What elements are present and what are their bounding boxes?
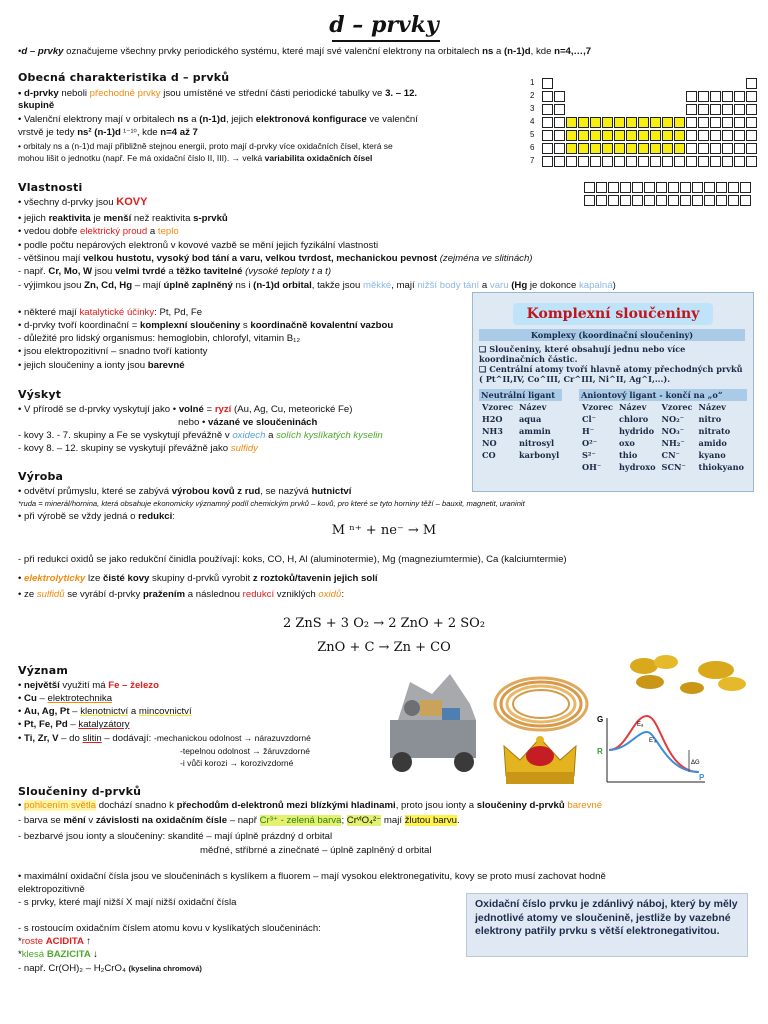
period-number: 4	[530, 117, 535, 126]
periodic-cell	[632, 182, 643, 193]
sl-line-6: elektropozitivně	[18, 884, 85, 895]
periodic-cell	[650, 117, 661, 128]
vy-line-3: - kovy 3. - 7. skupiny a Fe se vyskytují převážně v oxidech a solích kyslíkatých kyselin	[18, 430, 383, 441]
periodic-cell	[698, 130, 709, 141]
svg-text:Eₐ: Eₐ	[637, 722, 644, 728]
catalysis-graph	[593, 710, 713, 790]
table-row: CO karbonyl	[482, 450, 560, 460]
vl-line-9: • d-prvky tvoří koordinační = komplexní sloučeniny s koordinačně kovalentní vazbou	[18, 320, 394, 331]
periodic-cell	[722, 143, 733, 154]
periodic-cell	[602, 156, 613, 167]
vz-line-1: • největší využití má Fe – železo	[18, 680, 159, 691]
equation-reduction: M ⁿ⁺ + ne⁻ → M	[331, 523, 437, 538]
heading-slouceniny: Sloučeniny d-prvků	[18, 785, 142, 798]
periodic-cell	[620, 182, 631, 193]
periodic-cell	[728, 195, 739, 206]
periodic-cell	[554, 156, 565, 167]
vl-line-10: - důležité pro lidský organismus: hemoglobin, chlorofyl, vitamin B₁₂	[18, 333, 301, 344]
periodic-cell	[578, 130, 589, 141]
periodic-cell	[686, 104, 697, 115]
periodic-cell	[686, 130, 697, 141]
periodic-cell	[698, 156, 709, 167]
periodic-cell	[662, 143, 673, 154]
periodic-cell	[542, 156, 553, 167]
vz-line-3: • Au, Ag, Pt – klenotnictví a mincovnictví	[18, 706, 192, 717]
crown-image	[500, 732, 580, 790]
char-line-2: skupině	[18, 100, 55, 111]
table-row: NH3 ammin	[482, 426, 551, 436]
periodic-cell	[710, 117, 721, 128]
periodic-cell	[674, 130, 685, 141]
vl-line-7: - výjimkou jsou Zn, Cd, Hg – mají úplně zaplněný ns i (n-1)d orbital, takže jsou měkké, mají nižší body tání a varu (Hg je dokonce kapalná)	[18, 280, 616, 291]
periodic-cell	[590, 130, 601, 141]
periodic-cell	[542, 91, 553, 102]
periodic-cell	[608, 195, 619, 206]
sl-line-11: - např. Cr(OH)₂ – H₂CrO₄ (kyselina chromová)	[18, 963, 202, 974]
periodic-cell	[626, 130, 637, 141]
periodic-cell	[614, 130, 625, 141]
vr-line-6: • ze sulfidů se vyrábí d-prvky pražením a následnou redukcí vzniklých oxidů:	[18, 589, 344, 600]
period-number: 7	[530, 156, 535, 165]
periodic-cell	[686, 143, 697, 154]
sl-line-8: - s rostoucím oxidačním číslem atomu kovu v kyslíkatých sloučeninách:	[18, 923, 321, 934]
periodic-table-f-block	[584, 182, 754, 212]
vz-line-7: -i vůči korozi → korozivzdorné	[180, 758, 294, 768]
svg-text:E'ₐ: E'ₐ	[649, 738, 657, 744]
period-number: 3	[530, 104, 535, 113]
periodic-cell	[554, 130, 565, 141]
complex-title: Komplexní sloučeniny	[513, 303, 713, 325]
period-number: 2	[530, 91, 535, 100]
neutral-ligand-header: Neutrální ligant	[479, 389, 562, 401]
periodic-cell	[746, 130, 757, 141]
vr-line-2: *ruda = minerál/hornina, která obsahuje ekonomicky významný podíl chemickým prvků – kovů, pro které se tyto horniny těží – bauxit, magnetit, uraninit	[18, 499, 525, 508]
periodic-cell	[746, 156, 757, 167]
periodic-cell	[626, 143, 637, 154]
periodic-cell	[602, 130, 613, 141]
periodic-cell	[662, 117, 673, 128]
char-line-1: • d-prvky neboli přechodné prvky jsou umístěné ve střední části periodické tabulky ve 3. – 12.	[18, 88, 418, 99]
vl-line-6: - např. Cr, Mo, W jsou velmi tvrdé a těžko tavitelné (vysoké teploty t a t)	[18, 266, 332, 277]
vr-line-5: • elektrolyticky lze čisté kovy skupiny d-prvků vyrobit z roztoků/tavenin jejich solí	[18, 573, 378, 584]
table-row: O²⁻ oxo NH₂⁻ amido	[582, 438, 727, 448]
periodic-cell	[710, 104, 721, 115]
sl-line-1: • pohlcením světla dochází snadno k přechodům d-elektronů mezi blízkými hladinami, proto jsou ionty a sloučeniny d-prvků barevné	[18, 800, 603, 811]
periodic-cell	[734, 156, 745, 167]
periodic-cell	[614, 156, 625, 167]
periodic-cell	[746, 104, 757, 115]
sl-line-4: měďné, stříbrné a zinečnaté – úplně zaplněný d orbital	[200, 845, 432, 856]
period-number: 6	[530, 143, 535, 152]
sl-line-5: • maximální oxidační čísla jsou ve sloučeninách s kyslíkem a fluorem – mají vysokou elektronegativitu, kovy se proto musí zachovat hodně	[18, 871, 606, 882]
heading-charakteristika: Obecná charakteristika d – prvků	[18, 71, 230, 84]
char-line-4: vrstvě je tedy ns² (n-1)d ¹⁻¹⁰, kde n=4 až 7	[18, 127, 198, 138]
periodic-table-sketch	[528, 78, 758, 170]
periodic-cell	[656, 182, 667, 193]
char-line-5: • orbitaly ns a (n-1)d mají přibližně stejnou energii, proto mají d-prvky více oxidačních čísel, která se	[18, 141, 393, 151]
periodic-cell	[584, 195, 595, 206]
periodic-cell	[698, 117, 709, 128]
periodic-cell	[542, 143, 553, 154]
periodic-cell	[578, 117, 589, 128]
periodic-cell	[578, 143, 589, 154]
periodic-cell	[740, 182, 751, 193]
periodic-cell	[632, 195, 643, 206]
periodic-cell	[740, 195, 751, 206]
sl-line-10: *klesá BAZICITA ↓	[18, 949, 98, 960]
periodic-cell	[734, 104, 745, 115]
anion-ligand-header: Aniontový ligant - končí na „o“	[579, 389, 747, 401]
periodic-cell	[692, 182, 703, 193]
periodic-cell	[566, 130, 577, 141]
periodic-cell	[668, 182, 679, 193]
periodic-cell	[722, 104, 733, 115]
periodic-cell	[734, 130, 745, 141]
periodic-cell	[662, 156, 673, 167]
vy-line-2: nebo • vázané ve sloučeninách	[178, 417, 318, 428]
table-row: NO nitrosyl	[482, 438, 555, 448]
periodic-cell	[746, 91, 757, 102]
heading-vyznam: Význam	[18, 664, 69, 677]
svg-text:G: G	[597, 715, 604, 724]
periodic-cell	[554, 117, 565, 128]
periodic-cell	[626, 117, 637, 128]
periodic-cell	[542, 130, 553, 141]
periodic-cell	[638, 143, 649, 154]
vl-line-1: • všechny d-prvky jsou KOVY	[18, 196, 148, 208]
periodic-cell	[698, 143, 709, 154]
periodic-cell	[542, 117, 553, 128]
svg-text:ΔG: ΔG	[691, 760, 700, 766]
periodic-cell	[674, 156, 685, 167]
neutral-ligand-table: Neutrální ligant Vzorec Název H2O aqua NH3 ammin NO nitrosyl CO karbonyl	[479, 389, 562, 461]
periodic-cell	[626, 156, 637, 167]
sl-line-2: - barva se mění v závislosti na oxidačním čísle – např Cr³⁺ - zelená barva; CrᵛᴵO₄²⁻ mají žlutou barvu.	[18, 815, 460, 826]
periodic-cell	[638, 117, 649, 128]
periodic-cell	[746, 78, 757, 89]
periodic-cell	[722, 117, 733, 128]
periodic-cell	[542, 78, 553, 89]
periodic-cell	[590, 156, 601, 167]
vz-line-4: • Pt, Fe, Pd – katalyzátory	[18, 719, 130, 730]
sl-line-9: *roste ACIDITA ↑	[18, 936, 92, 947]
periodic-cell	[614, 143, 625, 154]
periodic-cell	[596, 195, 607, 206]
vl-line-8: • některé mají katalytické účinky: Pt, Pd, Fe	[18, 307, 203, 318]
table-row: OH⁻ hydroxo SCN⁻ thiokyano	[582, 462, 744, 472]
periodic-cell	[716, 182, 727, 193]
periodic-cell	[602, 143, 613, 154]
vr-line-4: - při redukci oxidů se jako redukční činidla používají: koks, CO, H, Al (aluminotermie), Mg (magneziumtermie), Ca (kalciumtermie)	[18, 554, 567, 565]
table-row: S²⁻ thio CN⁻ kyano	[582, 450, 726, 460]
periodic-cell	[650, 143, 661, 154]
periodic-cell	[686, 156, 697, 167]
periodic-cell	[734, 91, 745, 102]
periodic-cell	[650, 156, 661, 167]
periodic-cell	[692, 195, 703, 206]
complex-compounds-panel	[472, 292, 754, 492]
periodic-cell	[614, 117, 625, 128]
periodic-cell	[722, 156, 733, 167]
char-line-6: mohou lišit o jednotku (např. Fe má oxidační číslo II, III). → velká variabilita oxidačních čísel	[18, 153, 373, 163]
heading-vyroba: Výroba	[18, 470, 64, 483]
periodic-cell	[566, 143, 577, 154]
anion-ligand-table: Aniontový ligant - končí na „o“ Vzorec Název Vzorec Název Cl⁻ chloro NO₂⁻ nitro H⁻ hydrido NO₃⁻ nitrato O²⁻ oxo NH₂⁻ amido S²⁻ thio CN⁻ kyano OH⁻ hydroxo SCN⁻ thiokyano	[579, 389, 747, 473]
periodic-cell	[704, 195, 715, 206]
gold-coins-image	[620, 650, 750, 698]
periodic-cell	[674, 117, 685, 128]
periodic-cell	[746, 143, 757, 154]
table-row: H⁻ hydrido NO₃⁻ nitrato	[582, 426, 731, 436]
complex-point-1: ❑ Sloučeniny, které obsahují jednu nebo více koordinačních částic.	[479, 344, 686, 364]
vr-line-3: • při výrobě se vždy jedná o redukci:	[18, 511, 175, 522]
periodic-cell	[608, 182, 619, 193]
periodic-cell	[554, 143, 565, 154]
period-number: 5	[530, 130, 535, 139]
periodic-cell	[638, 156, 649, 167]
periodic-cell	[584, 182, 595, 193]
vy-line-4: - kovy 8. – 12. skupiny se vyskytují převážně jako sulfidy	[18, 443, 258, 454]
periodic-cell	[728, 182, 739, 193]
svg-text:R: R	[597, 747, 603, 756]
complex-point-2: ❑ Centrální atomy tvoří hlavně atomy přechodných prvků ( Pt^II,IV, Co^III, Cr^III, Ni^II, Ag^I,...).	[479, 364, 743, 384]
intro-line: •d – prvky označujeme všechny prvky periodického systému, které mají své valenční elektrony na orbitalech ns a (n-1)d, kde n=4,…,7	[18, 46, 592, 57]
copper-wire-image	[488, 668, 594, 740]
periodic-cell	[716, 195, 727, 206]
table-row: H2O aqua	[482, 414, 542, 424]
periodic-cell	[686, 91, 697, 102]
vl-line-3: • vedou dobře elektrický proud a teplo	[18, 226, 179, 237]
periodic-cell	[698, 91, 709, 102]
periodic-cell	[596, 182, 607, 193]
title-underline	[332, 40, 440, 42]
vz-line-6: -tepelnou odolnost → žáruvzdorné	[180, 746, 310, 756]
periodic-cell	[650, 130, 661, 141]
periodic-cell	[710, 91, 721, 102]
period-number: 1	[530, 78, 535, 87]
oxidation-number-note: Oxidační číslo prvku je zdánlivý náboj, který by měly jednotlivé atomy ve sloučenině, jestliže by vazebné elektrony patřily prvku s větší elektronegativitou.	[466, 893, 748, 957]
svg-text:P: P	[699, 773, 705, 782]
vy-line-1: • V přírodě se d-prvky vyskytují jako • volné = ryzí (Au, Ag, Cu, meteorické Fe)	[18, 404, 353, 415]
periodic-cell	[566, 156, 577, 167]
periodic-cell	[638, 130, 649, 141]
periodic-cell	[554, 91, 565, 102]
periodic-cell	[656, 195, 667, 206]
equation-zns: 2 ZnS + 3 O₂ → 2 ZnO + 2 SO₂	[282, 616, 486, 631]
periodic-cell	[620, 195, 631, 206]
periodic-cell	[566, 117, 577, 128]
complex-subtitle: Komplexy (koordinační sloučeniny)	[479, 329, 745, 341]
sl-line-3: - bezbarvé jsou ionty a sloučeniny: skandité – mají úplně prázdný d orbital	[18, 831, 333, 842]
periodic-cell	[590, 143, 601, 154]
periodic-cell	[686, 117, 697, 128]
periodic-cell	[602, 117, 613, 128]
periodic-cell	[662, 130, 673, 141]
vz-line-2: • Cu – elektrotechnika	[18, 693, 113, 704]
periodic-cell	[704, 182, 715, 193]
char-line-3: • Valenční elektrony mají v orbitalech ns a (n-1)d, jejich elektronová konfigurace ve valenční	[18, 114, 418, 125]
periodic-cell	[554, 104, 565, 115]
vl-line-4: • podle počtu nepárových elektronů v kovové vazbě se mění jejich fyzikální vlastnosti	[18, 240, 379, 251]
periodic-cell	[674, 143, 685, 154]
periodic-cell	[644, 182, 655, 193]
vl-line-2: • jejich reaktivita je menší než reaktivita s-prvků	[18, 213, 228, 224]
scrap-metal-image	[380, 664, 486, 776]
periodic-cell	[722, 91, 733, 102]
periodic-cell	[698, 104, 709, 115]
heading-vlastnosti: Vlastnosti	[18, 181, 83, 194]
periodic-cell	[710, 130, 721, 141]
periodic-cell	[680, 182, 691, 193]
periodic-cell	[710, 156, 721, 167]
table-row: Cl⁻ chloro NO₂⁻ nitro	[582, 414, 722, 424]
periodic-cell	[746, 117, 757, 128]
equation-zno: ZnO + C → Zn + CO	[317, 640, 451, 655]
periodic-cell	[734, 117, 745, 128]
periodic-cell	[590, 117, 601, 128]
vl-line-5: - většinou mají velkou hustotu, vysoký bod tání a varu, velkou tvrdost, mechanickou pevnost (zejména ve slitinách)	[18, 253, 533, 264]
periodic-cell	[644, 195, 655, 206]
vl-line-12: • jejich sloučeniny a ionty jsou barevné	[18, 360, 185, 371]
periodic-cell	[578, 156, 589, 167]
periodic-cell	[668, 195, 679, 206]
vr-line-1: • odvětví průmyslu, které se zabývá výrobou kovů z rud, se nazývá hutnictví	[18, 486, 352, 497]
page-title: d – prvky	[329, 12, 439, 38]
sl-line-7: - s prvky, které mají nižší X mají nižší oxidační čísla	[18, 897, 237, 908]
periodic-cell	[710, 143, 721, 154]
periodic-cell	[680, 195, 691, 206]
vz-line-5: • Ti, Zr, V – do slitin – dodávají: -mechanickou odolnost → nárazuvzdorné	[18, 733, 311, 744]
periodic-cell	[542, 104, 553, 115]
periodic-cell	[722, 130, 733, 141]
periodic-cell	[734, 143, 745, 154]
vl-line-11: • jsou elektropozitivní – snadno tvoří kationty	[18, 346, 208, 357]
heading-vyskyt: Výskyt	[18, 388, 62, 401]
